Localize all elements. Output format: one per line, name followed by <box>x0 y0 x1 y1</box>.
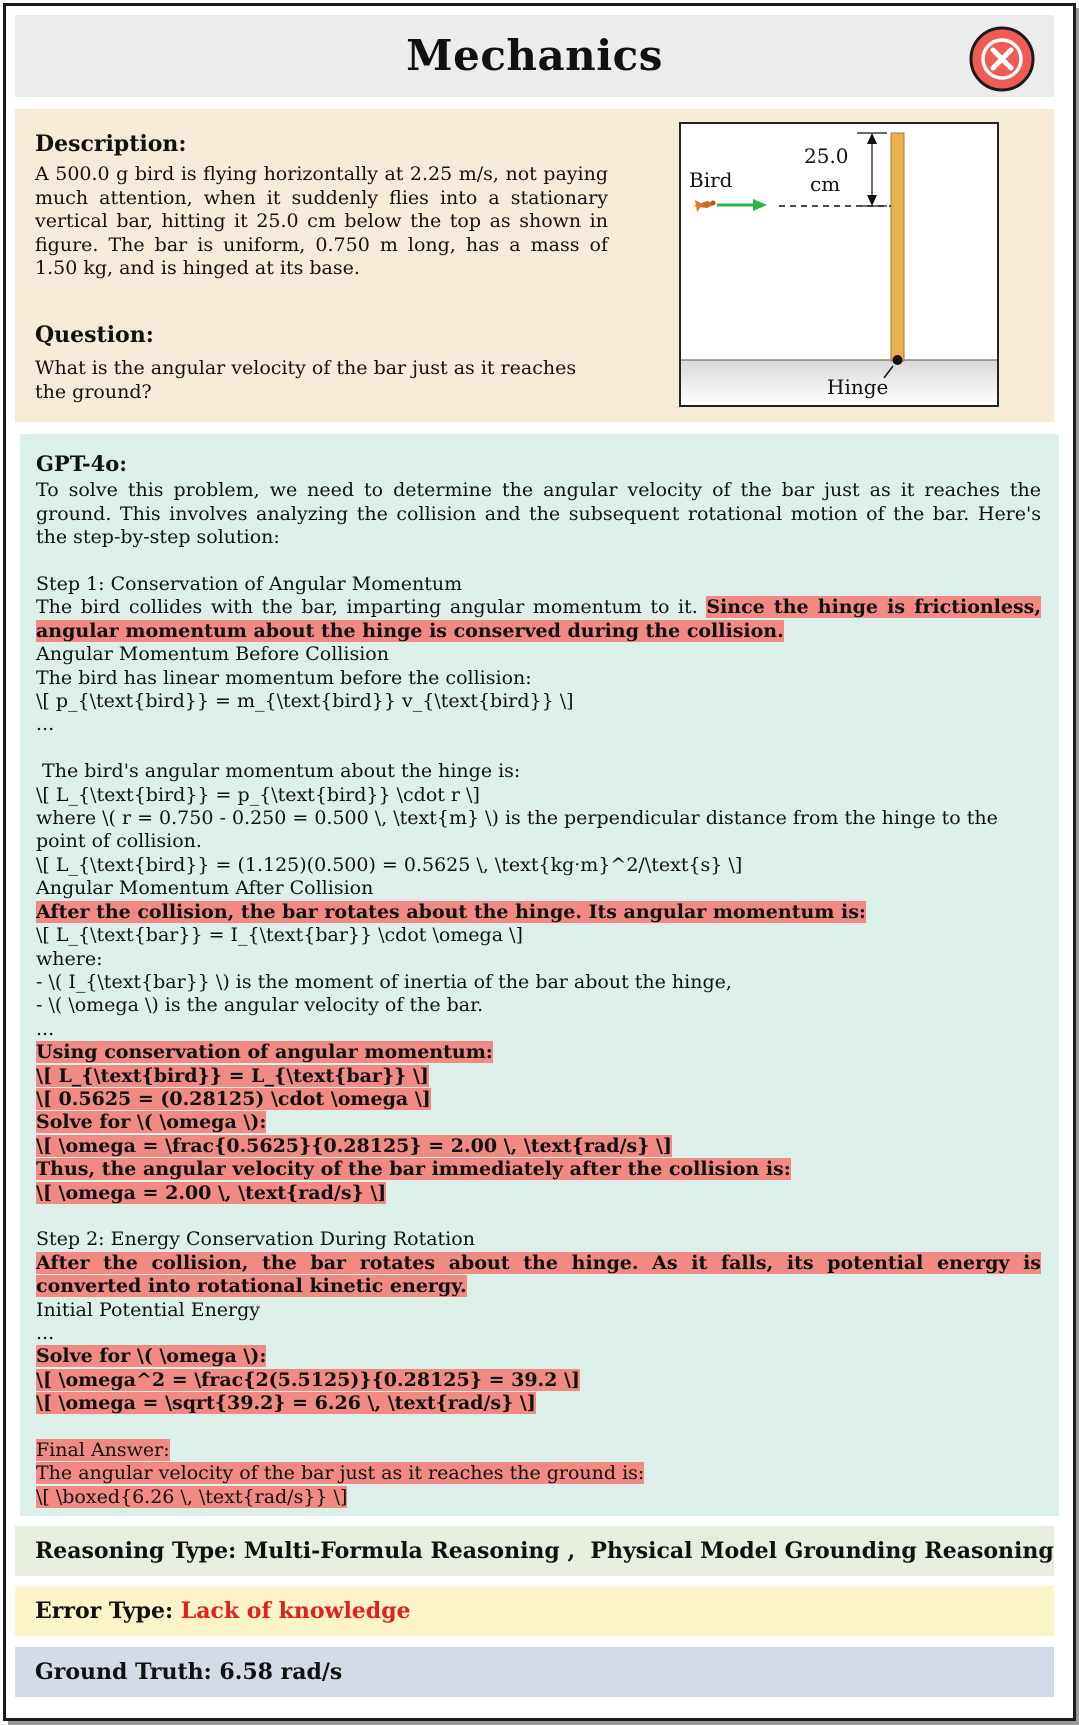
step1-paragraph <box>36 596 1041 643</box>
hl-eq6: \[ \omega = \sqrt{39.2} = 6.26 \, \text{rad/s} \] <box>36 1392 536 1415</box>
error-label: Error Type: <box>35 1598 174 1624</box>
hl-eq2: \[ 0.5625 = (0.28125) \cdot \omega \] <box>36 1087 431 1110</box>
model-answer <box>36 452 1041 1509</box>
ellipsis: ... <box>36 1321 55 1344</box>
error-type-bar <box>15 1586 1054 1636</box>
ellipsis: ... <box>36 1017 55 1040</box>
after-error-highlight: After the collision, the bar rotates about the hinge. Its angular momentum is: <box>36 900 866 923</box>
dimension-unit: cm <box>810 172 841 196</box>
eq-L-val: \[ L_{\text{bird}} = (1.125)(0.500) = 0.5625 \, \text{kg·m}^2/\text{s} \] <box>36 853 743 876</box>
reasoning-value: Multi-Formula Reasoning , Physical Model Grounding Reasoning <box>236 1538 1054 1564</box>
model-answer-panel <box>20 434 1059 1516</box>
title-bar <box>15 15 1054 97</box>
vertical-bar <box>891 133 904 361</box>
hinge-label: Hinge <box>827 375 889 399</box>
after-title: Angular Momentum After Collision <box>36 877 374 900</box>
reasoning-label: Reasoning Type: <box>35 1538 237 1564</box>
eq-p: \[ p_{\text{bird}} = m_{\text{bird}} v_{\text{bird}} \] <box>36 690 574 713</box>
ground-truth-bar <box>15 1647 1054 1697</box>
step2-error-highlight: After the collision, the bar rotates about the hinge. As it falls, its potential energy is converted into rotational kinetic energy. <box>36 1251 1041 1298</box>
description-heading: Description: <box>35 131 187 157</box>
reasoning-type-bar <box>15 1526 1054 1576</box>
hl-eq3: \[ \omega = \frac{0.5625}{0.28125} = 2.00 \, \text{rad/s} \] <box>36 1134 672 1157</box>
hl-eq5: \[ \omega^2 = \frac{2(5.5125)}{0.28125} = 39.2 \] <box>36 1368 580 1391</box>
final-text: The angular velocity of the bar just as it reaches the ground is: <box>36 1462 645 1485</box>
initial-pe: Initial Potential Energy <box>36 1298 261 1321</box>
where-r: where \( r = 0.750 - 0.250 = 0.500 \, \text{m} \) is the perpendicular distance from the hinge to the point of collision. <box>36 807 998 853</box>
answer-intro: To solve this problem, we need to determine the angular velocity of the bar just as it reaches the ground. This involves analyzing the collision and the subsequent rotational motion of the bar. Here's the step-by-step solution: <box>36 479 1041 549</box>
step1-text: The bird collides with the bar, imparting angular momentum to it. <box>36 596 698 619</box>
truth-value: 6.58 rad/s <box>211 1659 343 1685</box>
step1-title: Step 1: Conservation of Angular Momentum <box>36 573 463 596</box>
eq-L-bar: \[ L_{\text{bar}} = I_{\text{bar}} \cdot \omega \] <box>36 924 523 947</box>
final-eq: \[ \boxed{6.26 \, \text{rad/s}} \] <box>36 1485 348 1508</box>
hl-using: Using conservation of angular momentum: <box>36 1041 493 1064</box>
hl-eq1: \[ L_{\text{bird}} = L_{\text{bar}} \] <box>36 1064 429 1087</box>
where: where: <box>36 947 103 970</box>
eq-L: \[ L_{\text{bird}} = p_{\text{bird}} \cdot r \] <box>36 783 480 806</box>
problem-panel <box>15 109 1054 422</box>
question-heading: Question: <box>35 322 154 348</box>
error-value: Lack of knowledge <box>173 1598 411 1624</box>
hinge-point <box>893 355 903 365</box>
bird-label: Bird <box>689 168 733 192</box>
hl-solve: Solve for \( \omega \): <box>36 1111 267 1134</box>
page-title: Mechanics <box>406 31 663 80</box>
question-text: What is the angular velocity of the bar just as it reaches the ground? <box>35 357 577 403</box>
step1-error-highlight: Since the hinge is frictionless, angular momentum about the hinge is conserved during the collision. <box>36 596 1041 642</box>
final-label: Final Answer: <box>36 1439 170 1461</box>
problem-figure <box>679 122 999 407</box>
truth-label: Ground Truth: <box>35 1659 212 1685</box>
before-title: Angular Momentum Before Collision <box>36 643 389 666</box>
hl-solve2: Solve for \( \omega \): <box>36 1345 267 1368</box>
where-w: - \( \omega \) is the angular velocity of the bar. <box>36 994 484 1017</box>
close-x-circle-icon <box>968 25 1036 93</box>
model-name: GPT-4o: <box>36 451 127 476</box>
hl-eq4: \[ \omega = 2.00 \, \text{rad/s} \] <box>36 1181 387 1204</box>
ang-mom-text: The bird's angular momentum about the hinge is: <box>36 760 521 783</box>
dimension-value: 25.0 <box>804 144 849 168</box>
where-I: - \( I_{\text{bar}} \) is the moment of inertia of the bar about the hinge, <box>36 970 732 993</box>
description-text: A 500.0 g bird is flying horizontally at 2.25 m/s, not paying much attention, when it suddenly flies into a stationary vertical bar, hitting it 25.0 cm below the top as shown in figure. The bar is uniform, 0.750 m long, has a mass of 1.50 kg, and is hinged at its base. <box>35 163 608 279</box>
hl-thus: Thus, the angular velocity of the bar immediately after the collision is: <box>36 1158 791 1181</box>
before-text: The bird has linear momentum before the collision: <box>36 666 532 689</box>
step2-title: Step 2: Energy Conservation During Rotation <box>36 1228 475 1251</box>
ellipsis: ... <box>36 713 55 736</box>
